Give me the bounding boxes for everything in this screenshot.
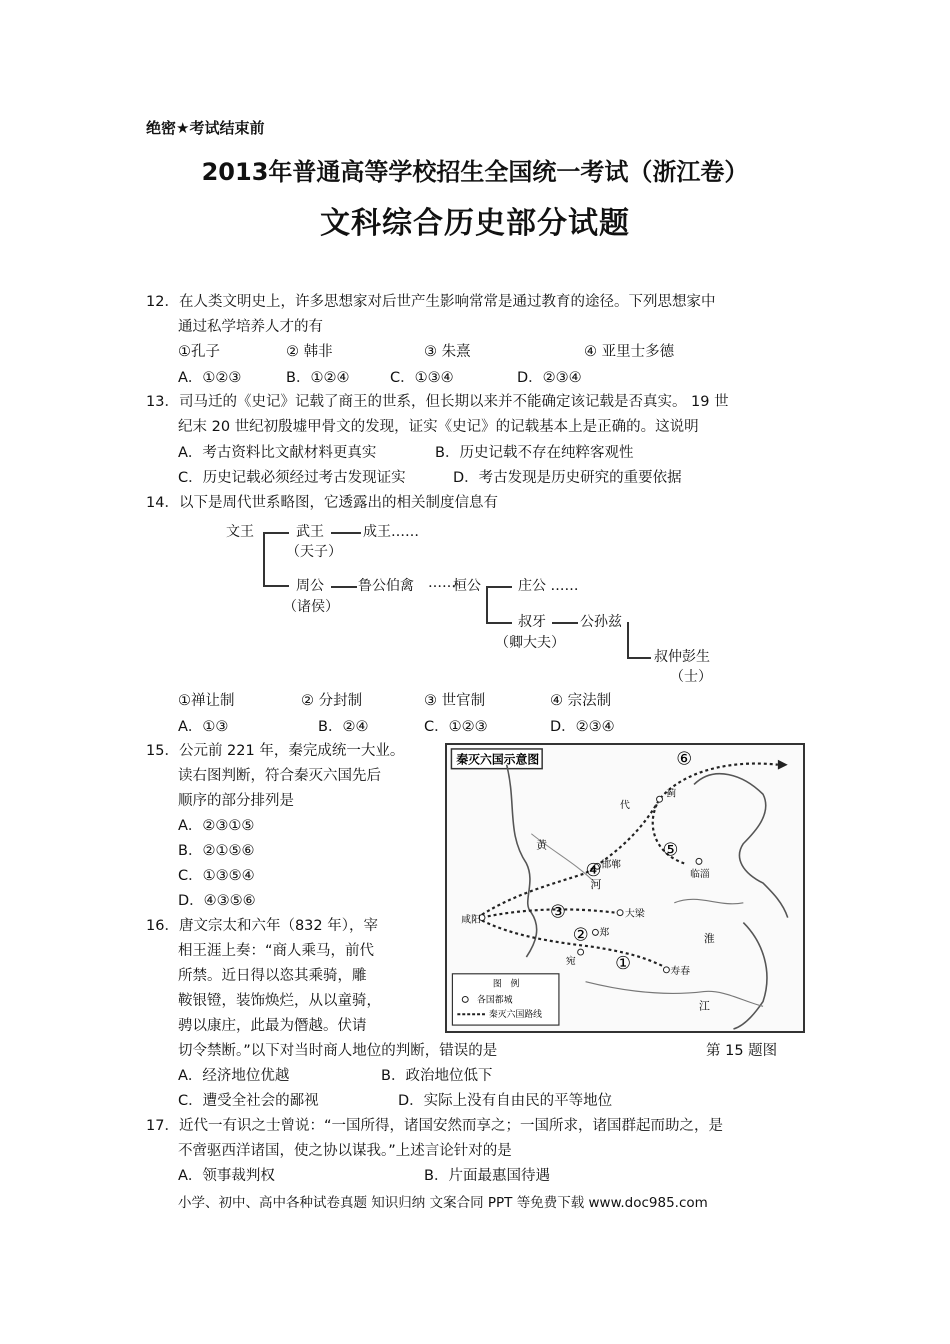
q16-option-a: A．经济地位优越 — [178, 1068, 290, 1084]
city-wan: 宛 — [565, 955, 576, 967]
node-gongsun: 公孙兹 — [580, 614, 622, 630]
node-wuwang: 武王 — [296, 524, 324, 540]
q13-option-d: D．考古发现是历史研究的重要依据 — [453, 470, 682, 486]
q16-stem-line3: 所禁。近日得以恣其乘骑，雕 — [178, 968, 367, 984]
city-dot — [696, 858, 702, 864]
q14-item-2: ② 分封制 — [301, 693, 363, 709]
q16-option-b: B．政治地位低下 — [381, 1068, 493, 1084]
route-east — [482, 909, 615, 917]
q14-option-d: D．②③④ — [550, 719, 615, 735]
connector — [627, 622, 629, 657]
city-dot — [657, 796, 663, 802]
q12-option-d: D．②③④ — [517, 370, 582, 386]
connector — [486, 622, 512, 624]
legend-title: 图 例 — [492, 979, 520, 990]
q16-stem-line1: 16．唐文宗太和六年（832 年），宰 — [146, 918, 378, 934]
map-river-jiang — [586, 982, 764, 1007]
marker-3: ③ — [550, 902, 566, 923]
city-handan: 邯郸 — [601, 859, 622, 871]
city-dot — [663, 967, 669, 973]
marker-4: ④ — [585, 861, 602, 882]
q13-option-c: C．历史记载必须经过考古发现证实 — [178, 470, 406, 486]
label-shi: （士） — [670, 669, 712, 685]
q15-stem-line3: 顺序的部分排列是 — [178, 793, 294, 809]
q13-option-a: A．考古资料比文献材料更真实 — [178, 445, 377, 461]
legend-route-label: 秦灭六国路线 — [488, 1010, 543, 1021]
q15-map-caption: 第 15 题图 — [706, 1043, 778, 1059]
river-label-he: 河 — [590, 878, 602, 891]
river-label-huang: 黄 — [536, 838, 548, 852]
q14-option-b: B．②④ — [318, 719, 369, 735]
route-north — [482, 764, 778, 915]
marker-5: ⑤ — [662, 840, 679, 861]
q14-item-3: ③ 世官制 — [424, 693, 486, 709]
q12-option-b: B．①②④ — [286, 370, 350, 386]
city-dot — [592, 929, 598, 935]
q16-option-c: C．遭受全社会的鄙视 — [178, 1093, 319, 1109]
q15-option-d: D．④③⑤⑥ — [178, 893, 256, 909]
node-zhougong: 周公 — [296, 578, 324, 594]
city-dot — [617, 910, 623, 916]
q12-item-3: ③ 朱熹 — [424, 344, 471, 360]
connector — [331, 586, 357, 588]
city-shouchun: 寿春 — [670, 965, 691, 977]
q12-item-4: ④ 亚里士多德 — [584, 344, 675, 360]
q14-option-a: A．①③ — [178, 719, 229, 735]
q14-option-c: C．①②③ — [424, 719, 488, 735]
q17-option-b: B．片面最惠国待遇 — [424, 1168, 550, 1184]
node-huangong: 桓公 — [453, 578, 481, 594]
legend-capital-label: 各国都城 — [477, 995, 513, 1006]
river-label-huai: 淮 — [703, 932, 715, 946]
node-wenwang: 文王 — [226, 524, 254, 540]
river-label-jiang: 江 — [698, 999, 710, 1013]
connector — [263, 585, 289, 587]
exam-subtitle: 文科综合历史部分试题 — [320, 206, 630, 241]
node-lugong: 鲁公伯禽 — [358, 578, 414, 594]
map-coastline — [694, 774, 788, 918]
q14-stem: 14．以下是周代世系略图，它透露出的相关制度信息有 — [146, 495, 498, 511]
city-ji: 蓟 — [666, 788, 677, 800]
dots: …… — [428, 575, 456, 591]
connector — [263, 532, 289, 534]
map-coastline-south — [733, 923, 766, 1030]
label-qingdafu: （卿大夫） — [495, 635, 565, 651]
node-zhuanggong: 庄公 …… — [518, 578, 579, 594]
q13-option-b: B．历史记载不存在纯粹客观性 — [435, 445, 634, 461]
node-shuya: 叔牙 — [518, 614, 546, 630]
q15-stem-line2: 读右图判断，符合秦灭六国先后 — [178, 768, 381, 784]
map-river-huang — [674, 899, 743, 904]
footer-ad: 小学、初中、高中各种试卷真题 知识归纳 文案合同 PPT 等免费下载 www.doc985.com — [178, 1195, 708, 1211]
map-svg — [447, 745, 803, 1031]
city-linzi: 临淄 — [690, 869, 710, 881]
q17-stem-line1: 17．近代一有识之士曾说：“一国所得，诸国安然而享之；一国所求，诸国群起而助之，是 — [146, 1118, 723, 1134]
marker-1: ① — [615, 953, 632, 974]
connector — [627, 657, 651, 659]
city-dot — [578, 949, 584, 955]
q12-item-1: ①孔子 — [178, 344, 220, 360]
map-title: 秦灭六国示意图 — [456, 752, 540, 767]
marker-6: ⑥ — [676, 749, 693, 770]
marker-2: ② — [572, 925, 589, 946]
q15-option-a: A．②③①⑤ — [178, 818, 255, 834]
q12-option-a: A．①②③ — [178, 370, 242, 386]
q15-option-b: B．②①⑤⑥ — [178, 843, 255, 859]
q12-stem-line2: 通过私学培养人才的有 — [178, 319, 323, 335]
q16-stem-line2: 相王涯上奏：“商人乘马，前代 — [178, 943, 375, 959]
connector — [552, 622, 578, 624]
connector — [263, 532, 265, 585]
connector — [331, 532, 361, 534]
map-terrain-line — [507, 765, 537, 957]
q16-option-d: D．实际上没有自由民的平等地位 — [398, 1093, 613, 1109]
q17-stem-line2: 不啻驱西洋诸国，使之协以谋我。”上述言论针对的是 — [178, 1143, 512, 1159]
q16-stem-line4: 鞍银镫，装饰焕烂，从以童骑， — [178, 993, 381, 1009]
label-zhuhou: （诸侯） — [283, 599, 339, 615]
exam-title: 2013年普通高等学校招生全国统一考试（浙江卷） — [201, 158, 749, 186]
q12-stem-line1: 12．在人类文明史上，许多思想家对后世产生影响常常是通过教育的途径。下列思想家中 — [146, 294, 716, 310]
q16-stem-line5: 骋以康庄，此最为僭越。伏请 — [178, 1018, 367, 1034]
q14-item-1: ①禅让制 — [178, 693, 235, 709]
legend-capital-icon — [462, 996, 468, 1002]
label-tianzi: （天子） — [286, 544, 342, 560]
connector — [486, 586, 488, 622]
q15-stem-line1: 15．公元前 221 年，秦完成统一大业。 — [146, 743, 405, 759]
qin-unification-map — [445, 743, 805, 1033]
city-daliang: 大梁 — [625, 908, 645, 920]
q12-item-2: ② 韩非 — [286, 344, 333, 360]
q17-option-a: A．领事裁判权 — [178, 1168, 275, 1184]
node-chengwang: 成王…… — [363, 524, 419, 540]
route-arrowhead — [778, 760, 788, 770]
secret-label: 绝密★考试结束前 — [146, 119, 265, 137]
q12-option-c: C．①③④ — [390, 370, 454, 386]
q15-option-c: C．①③⑤④ — [178, 868, 255, 884]
q16-stem-line6: 切令禁断。”以下对当时商人地位的判断，错误的是 — [178, 1043, 498, 1059]
q13-stem-line1: 13．司马迁的《史记》记载了商王的世系，但长期以来并不能确定该记载是否真实。 19 世 — [146, 394, 729, 410]
node-shuzhong: 叔仲彭生 — [654, 649, 710, 665]
city-xianyang: 咸阳 — [461, 914, 482, 926]
connector — [486, 586, 512, 588]
city-zheng: 郑 — [599, 927, 610, 939]
q13-stem-line2: 纪末 20 世纪初殷墟甲骨文的发现，证实《史记》的记载基本上是正确的。这说明 — [178, 419, 699, 435]
city-dai: 代 — [620, 800, 630, 812]
q14-item-4: ④ 宗法制 — [550, 693, 612, 709]
